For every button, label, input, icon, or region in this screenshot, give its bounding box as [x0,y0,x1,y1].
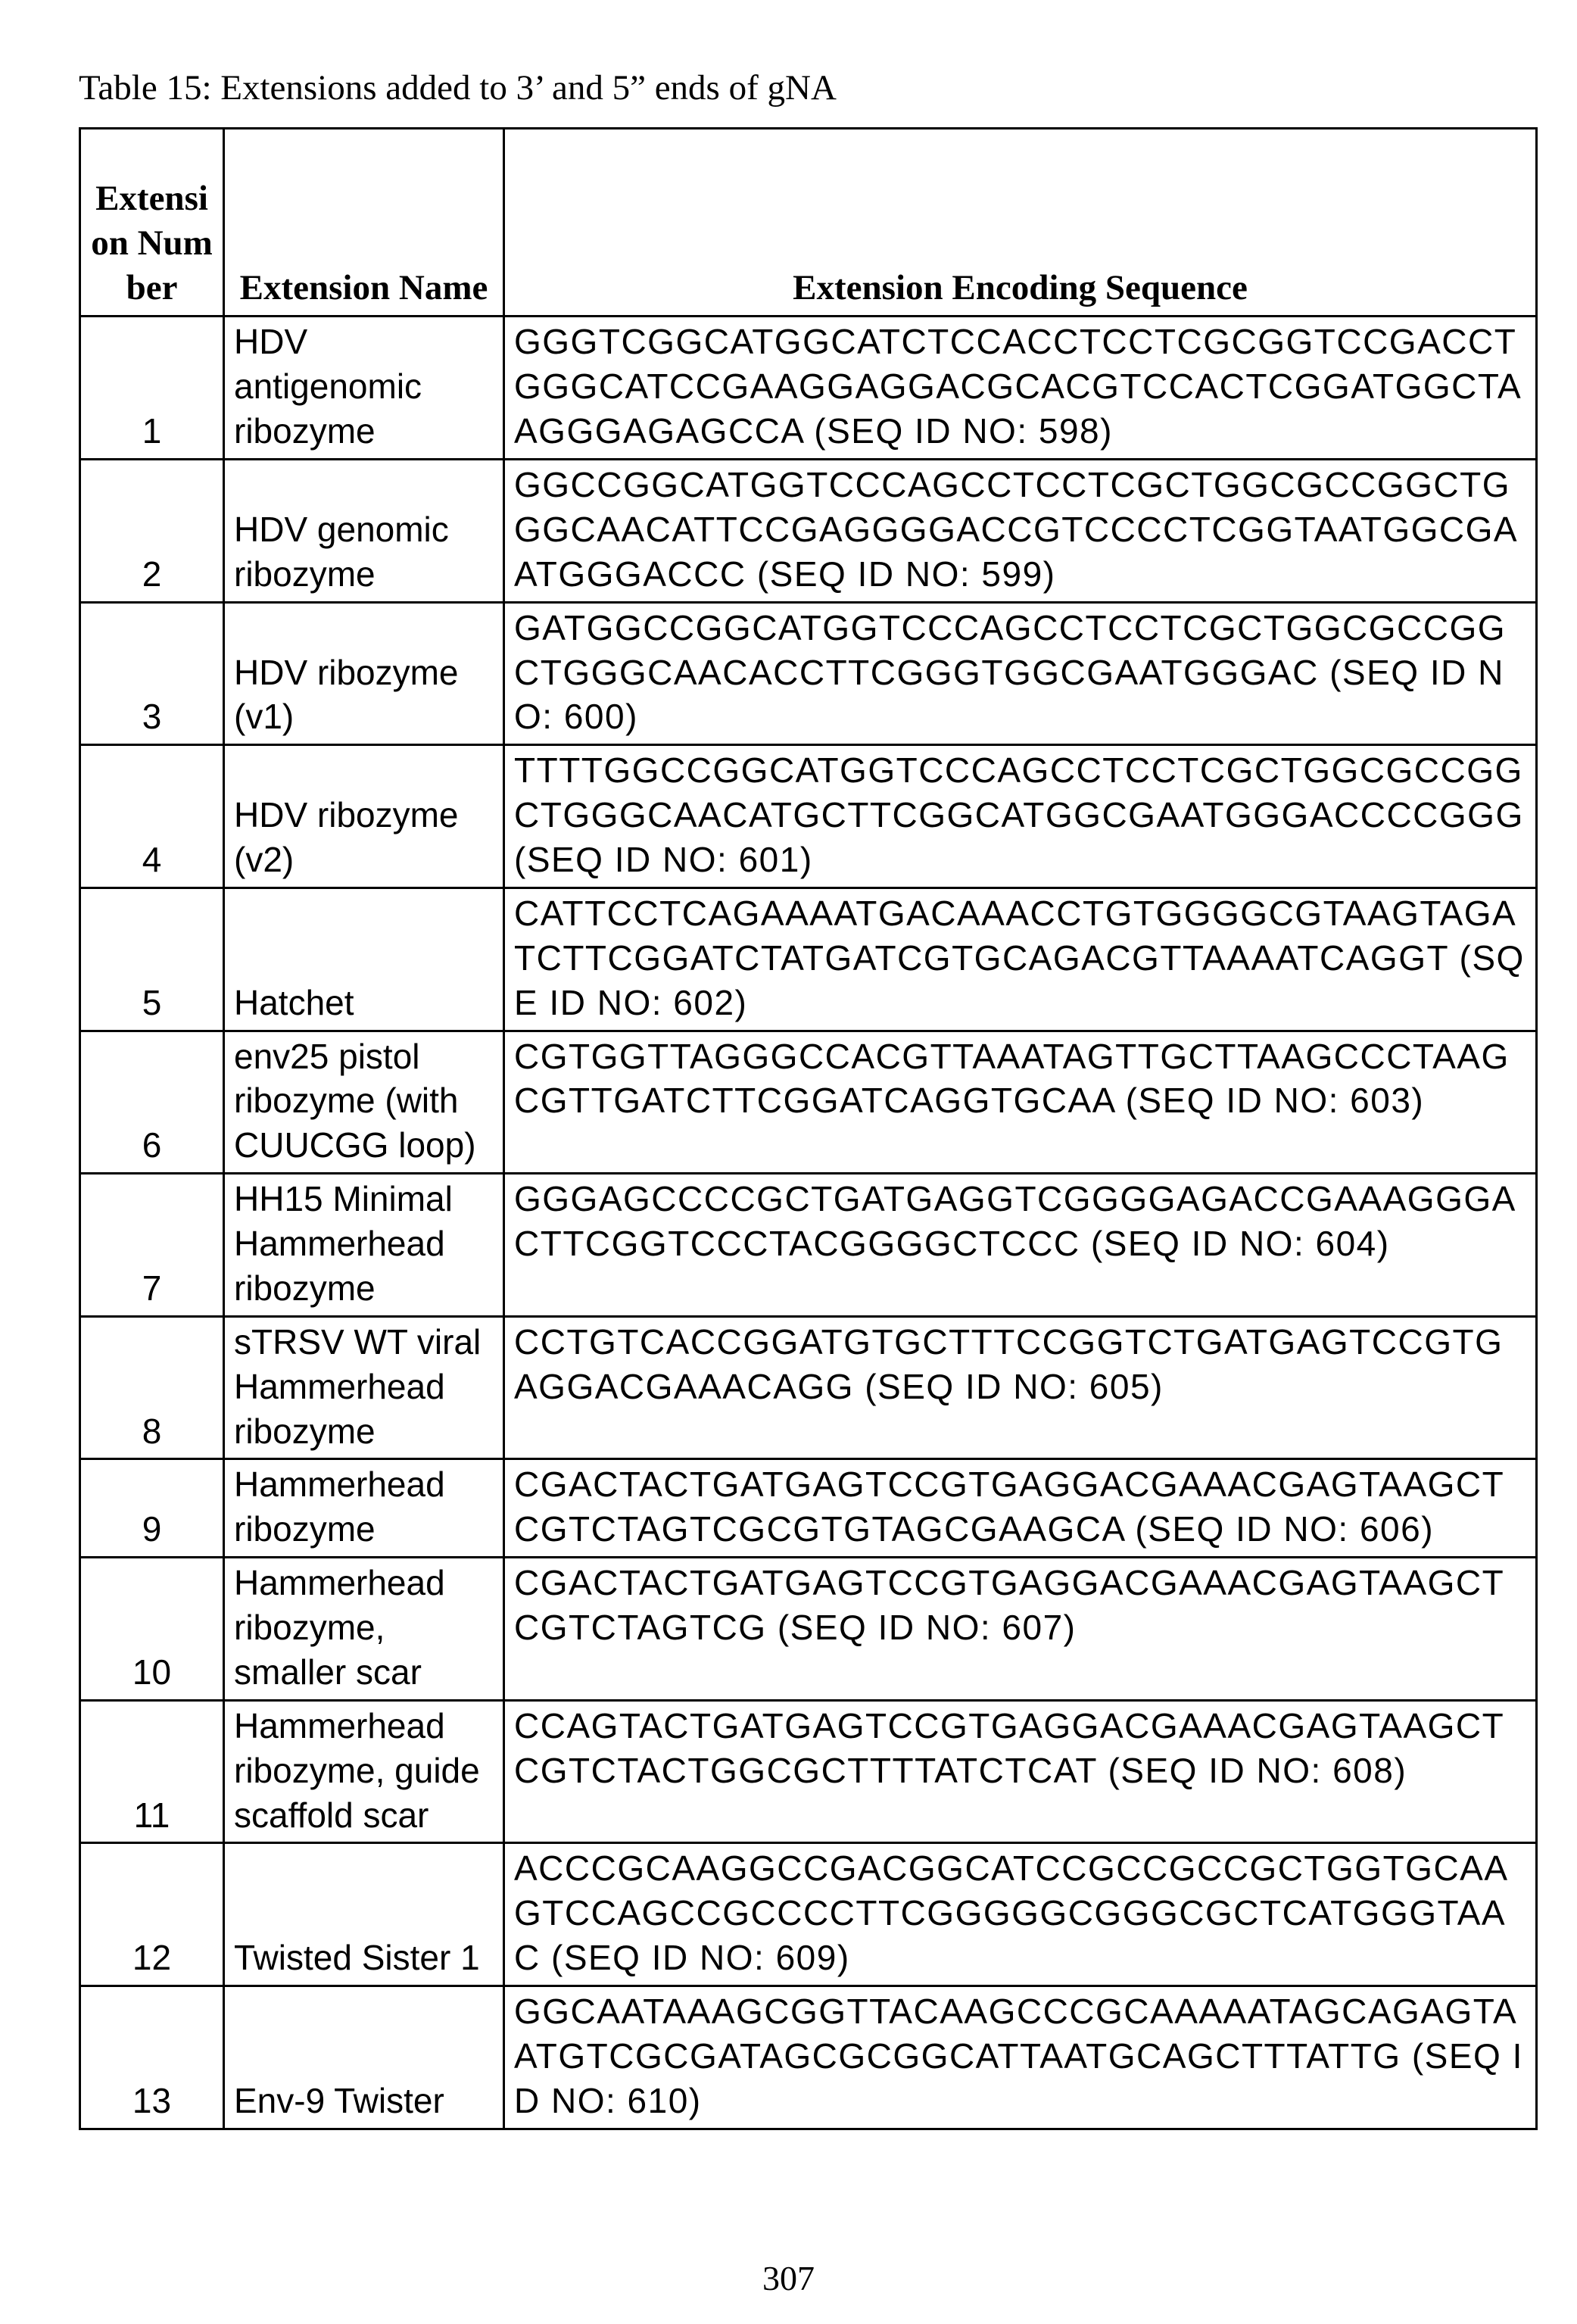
extension-sequence-cell: GGGTCGGCATGGCATCTCCACCTCCTCGCGGTCCGACCTGGGCATCCGAAGGAGGACGCACGTCCACTCGGATGGCTAAGGGAGAGCCA (SEQ ID NO: 598) [504,317,1537,460]
extension-number-cell: 11 [80,1700,224,1843]
extension-sequence-cell: GGCCGGCATGGTCCCAGCCTCCTCGCTGGCGCCGGCTGGGCAACATTCCGAGGGGACCGTCCCCTCGGTAATGGCGAATGGGACCC (SEQ ID NO: 599) [504,460,1537,603]
header-row [80,129,1537,317]
extension-number-cell: 9 [80,1459,224,1558]
header-extension-name: Extension Name [224,129,504,317]
extension-name-cell: Twisted Sister 1 [224,1843,504,1986]
extension-sequence-cell: CGACTACTGATGAGTCCGTGAGGACGAAACGAGTAAGCTCGTCTAGTCGCGTGTAGCGAAGCA (SEQ ID NO: 606) [504,1459,1537,1558]
table-row [80,1558,1537,1701]
extension-name-cell: Hammerhead ribozyme, guide scaffold scar [224,1700,504,1843]
extension-number-cell: 12 [80,1843,224,1986]
extension-name-cell: Hatchet [224,887,504,1031]
table-body [80,317,1537,2129]
extension-number-cell: 8 [80,1316,224,1459]
header-extension-encoding-sequence: Extension Encoding Sequence [504,129,1537,317]
extension-sequence-cell: GATGGCCGGCATGGTCCCAGCCTCCTCGCTGGCGCCGGCTGGGCAACACCTTCGGGTGGCGAATGGGAC (SEQ ID NO: 600) [504,602,1537,745]
table-row [80,1700,1537,1843]
table-row [80,1316,1537,1459]
extension-name-cell: HH15 Minimal Hammerhead ribozyme [224,1174,504,1317]
table-caption: Table 15: Extensions added to 3’ and 5” ends of gNA [79,68,837,108]
table-row [80,1843,1537,1986]
extensions-table [79,127,1538,2129]
extension-number-cell: 10 [80,1558,224,1701]
table-row [80,1459,1537,1558]
extension-name-cell: HDV antigenomic ribozyme [224,317,504,460]
extension-number-cell: 3 [80,602,224,745]
table-row [80,460,1537,603]
extension-sequence-cell: GGCAATAAAGCGGTTACAAGCCCGCAAAAATAGCAGAGTAATGTCGCGATAGCGCGGCATTAATGCAGCTTTATTG (SEQ ID NO: 610) [504,1986,1537,2129]
extension-number-cell: 6 [80,1031,224,1174]
extension-name-cell: HDV ribozyme (v1) [224,602,504,745]
extension-number-cell: 2 [80,460,224,603]
extension-name-cell: HDV genomic ribozyme [224,460,504,603]
table-row [80,317,1537,460]
extension-name-cell: Env-9 Twister [224,1986,504,2129]
header-extension-number: Extension Number [80,129,224,317]
extension-name-cell: env25 pistol ribozyme (with CUUCGG loop) [224,1031,504,1174]
extension-sequence-cell: TTTTGGCCGGCATGGTCCCAGCCTCCTCGCTGGCGCCGGCTGGGCAACATGCTTCGGCATGGCGAATGGGACCCCGGG (SEQ ID NO: 601) [504,745,1537,888]
extension-sequence-cell: GGGAGCCCCGCTGATGAGGTCGGGGAGACCGAAAGGGACTTCGGTCCCTACGGGGCTCCC (SEQ ID NO: 604) [504,1174,1537,1317]
extension-sequence-cell: CATTCCTCAGAAAATGACAAACCTGTGGGGCGTAAGTAGATCTTCGGATCTATGATCGTGCAGACGTTAAAATCAGGT (SQE ID NO: 602) [504,887,1537,1031]
extension-name-cell: Hammerhead ribozyme [224,1459,504,1558]
extension-sequence-cell: CCTGTCACCGGATGTGCTTTCCGGTCTGATGAGTCCGTGAGGACGAAACAGG (SEQ ID NO: 605) [504,1316,1537,1459]
extension-number-cell: 1 [80,317,224,460]
extension-name-cell: sTRSV WT viral Hammerhead ribozyme [224,1316,504,1459]
extension-number-cell: 4 [80,745,224,888]
extension-sequence-cell: CCAGTACTGATGAGTCCGTGAGGACGAAACGAGTAAGCTCGTCTACTGGCGCTTTTATCTCAT (SEQ ID NO: 608) [504,1700,1537,1843]
extension-number-cell: 13 [80,1986,224,2129]
extension-number-cell: 7 [80,1174,224,1317]
extension-sequence-cell: CGTGGTTAGGGCCACGTTAAATAGTTGCTTAAGCCCTAAGCGTTGATCTTCGGATCAGGTGCAA (SEQ ID NO: 603) [504,1031,1537,1174]
table-row [80,1174,1537,1317]
extension-sequence-cell: ACCCGCAAGGCCGACGGCATCCGCCGCCGCTGGTGCAAGTCCAGCCGCCCCTTCGGGGGCGGGCGCTCATGGGTAAC (SEQ ID NO: 609) [504,1843,1537,1986]
page-number: 307 [762,2259,815,2297]
extension-name-cell: Hammerhead ribozyme, smaller scar [224,1558,504,1701]
extension-number-cell: 5 [80,887,224,1031]
table-row [80,745,1537,888]
table-row [80,1031,1537,1174]
extension-name-cell: HDV ribozyme (v2) [224,745,504,888]
extension-sequence-cell: CGACTACTGATGAGTCCGTGAGGACGAAACGAGTAAGCTCGTCTAGTCG (SEQ ID NO: 607) [504,1558,1537,1701]
table-row [80,1986,1537,2129]
table-row [80,602,1537,745]
table-row [80,887,1537,1031]
